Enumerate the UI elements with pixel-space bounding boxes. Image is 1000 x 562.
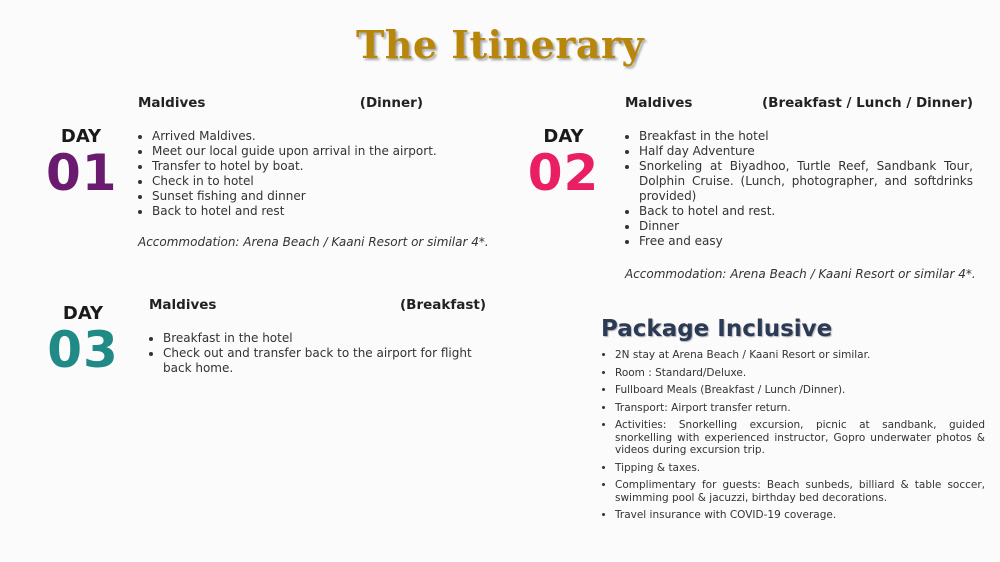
list-item: • Arrived Maldives.: [152, 129, 482, 144]
day3-badge: [46, 303, 120, 379]
list-item: • Transfer to hotel by boat.: [152, 159, 482, 174]
day2-place: Maldives: [625, 95, 693, 111]
package-list: [601, 349, 985, 527]
list-item: • Breakfast in the hotel: [639, 129, 973, 144]
day1-number: 01: [46, 144, 118, 202]
day2-accommodation: Accommodation: Arena Beach / Kaani Resort or similar 4*.: [625, 267, 976, 281]
list-item: • Meet our local guide upon arrival in the airport.: [152, 144, 482, 159]
day1-list: [138, 129, 482, 219]
list-item: • Transport: Airport transfer return.: [615, 402, 985, 415]
day1-place: Maldives: [138, 95, 206, 111]
list-item: • Activities: Snorkelling excursion, picnic at sandbank, guided snorkelling with experienced instructor, Gopro underwater photos & videos during excursion trip.: [615, 419, 985, 457]
day3-header: [149, 297, 486, 313]
list-item: • Room : Standard/Deluxe.: [615, 367, 985, 380]
list-item: • Tipping & taxes.: [615, 462, 985, 475]
day2-header: [625, 95, 973, 111]
page-title: The Itinerary: [355, 22, 645, 67]
day1-label: DAY: [60, 126, 102, 147]
day1-accommodation: Accommodation: Arena Beach / Kaani Resort or similar 4*.: [138, 235, 489, 249]
list-item: • Complimentary for guests: Beach sunbeds, billiard & table soccer, swimming pool & jacuzzi, birthday bed decorations.: [615, 479, 985, 504]
list-item: • Back to hotel and rest: [152, 204, 482, 219]
day1-badge: [46, 126, 118, 202]
day3-place: Maldives: [149, 297, 217, 313]
day2-label: DAY: [543, 126, 584, 147]
day3-list: [149, 331, 503, 376]
list-item: • Travel insurance with COVID-19 coverage.: [615, 509, 985, 522]
list-item: • Sunset fishing and dinner: [152, 189, 482, 204]
day2-number: 02: [527, 144, 600, 202]
list-item: • Breakfast in the hotel: [163, 331, 503, 346]
list-item: • Dinner: [639, 219, 973, 234]
day2-badge: [526, 126, 601, 202]
day3-meals: (Breakfast): [399, 297, 486, 313]
day2-list: [625, 129, 973, 249]
package-title: Package Inclusive: [601, 316, 833, 342]
list-item: • Check in to hotel: [152, 174, 482, 189]
day3-label: DAY: [62, 303, 104, 324]
list-item: • 2N stay at Arena Beach / Kaani Resort or similar.: [615, 349, 985, 362]
list-item: • Fullboard Meals (Breakfast / Lunch /Dinner).: [615, 384, 985, 397]
list-item: • Free and easy: [639, 234, 973, 249]
day1-header: [138, 95, 423, 111]
list-item: • Half day Adventure: [639, 144, 973, 159]
list-item: • Snorkeling at Biyadhoo, Turtle Reef, Sandbank Tour, Dolphin Cruise. (Lunch, photographer, and softdrinks provided): [639, 159, 973, 204]
day2-meals: (Breakfast / Lunch / Dinner): [762, 95, 973, 111]
list-item: • Check out and transfer back to the airport for flight back home.: [163, 346, 503, 376]
day3-number: 03: [47, 321, 119, 379]
list-item: • Back to hotel and rest.: [639, 204, 973, 219]
day1-meals: (Dinner): [359, 95, 423, 111]
